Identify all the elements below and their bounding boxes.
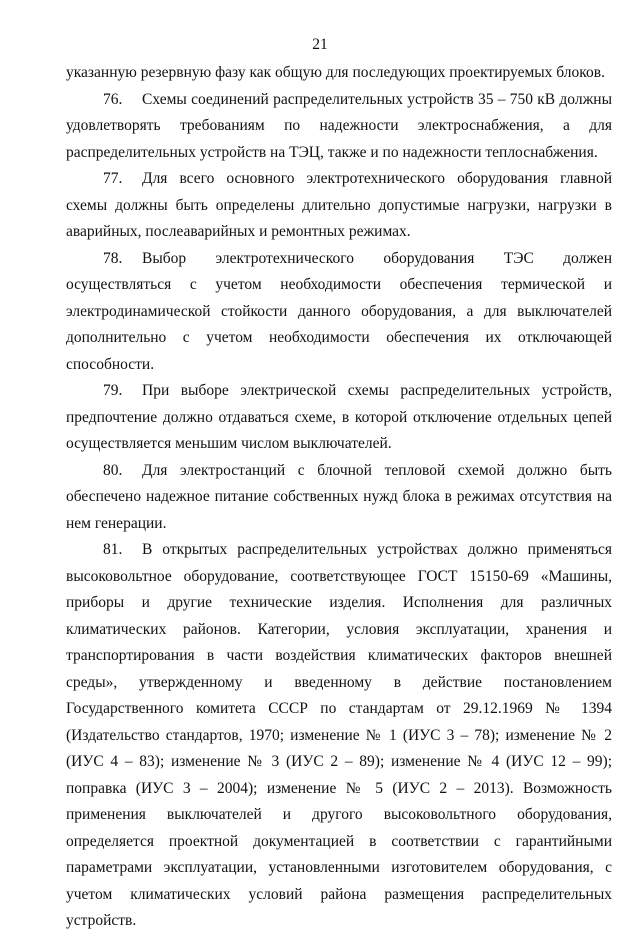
paragraph-number: 81. — [103, 541, 123, 558]
paragraph-number: 76. — [103, 90, 123, 108]
paragraph-number: 79. — [103, 382, 123, 399]
paragraph-number: 77. — [103, 170, 123, 187]
paragraph-text: При выборе электрической схемы распределительных устройств, предпочтение должно отдаваться схеме, в которой отключение отдельных цепей осуществляется меньшим числом выключателей. — [66, 382, 612, 452]
paragraph-text: указанную резервную фазу как общую для последующих проектируемых блоков. — [66, 64, 605, 81]
paragraph-80 — [66, 458, 612, 538]
paragraph-number: 78. — [103, 249, 123, 267]
paragraph-76 — [66, 87, 612, 167]
paragraph-81 — [66, 537, 612, 935]
page-number: 21 — [312, 36, 328, 53]
paragraph-text: В открытых распределительных устройствах должно применяться высоковольтное оборудование, соответствующее ГОСТ 15150-69 «Машины, приборы и другие технические изделия. Исполнения для различных климатических районов. Категории, условия эксплуатации, хранения и транспортирования в части воздействия климатических факторов внешней среды», утвержденному и введенному в действие постановлением Государственного комитета СССР по стандартам от 29.12.1969 № 1394 (Издательство стандартов, 1970; изменение № 1 (ИУС 3 – 78); изменение № 2 (ИУС 4 – 83); изменение № 3 (ИУС 2 – 89); изменение № 4 (ИУС 12 – 99); поправка (ИУС 3 – 2004); изменение № 5 (ИУС 2 – 2013). Возможность применения выключателей и другого высоковольтного оборудования, определяется проектной документацией в соответствии с гарантийными параметрами эксплуатации, установленными изготовителем оборудования, с учетом климатических условий района размещения распределительных устройств. — [66, 541, 612, 929]
paragraph-text: Для всего основного электротехнического оборудования главной схемы должны быть определены длительно допустимые нагрузки, нагрузки в аварийных, послеаварийных и ремонтных режимах. — [66, 170, 612, 240]
paragraph-number: 80. — [103, 461, 123, 479]
paragraph-79 — [66, 378, 612, 458]
paragraph-text: Выбор электротехнического оборудования ТЭС должен осуществляться с учетом необходимости обеспечения термической и электродинамической стойкости данного оборудования, а для выключателей дополнительно с учетом необходимости обеспечения их отключающей способности. — [66, 249, 612, 373]
paragraph-text: Для электростанций с блочной тепловой схемой должно быть обеспечено надежное питание собственных нужд блока в режимах отсутствия на нем генерации. — [66, 461, 612, 532]
paragraph-continuation — [66, 60, 612, 87]
document-body — [66, 60, 612, 935]
paragraph-text: Схемы соединений распределительных устройств 35 – 750 кВ должны удовлетворять требованиям по надежности электроснабжения, а для распределительных устройств на ТЭЦ, также и по надежности теплоснабжения. — [66, 90, 612, 161]
paragraph-77 — [66, 166, 612, 246]
paragraph-78 — [66, 246, 612, 379]
